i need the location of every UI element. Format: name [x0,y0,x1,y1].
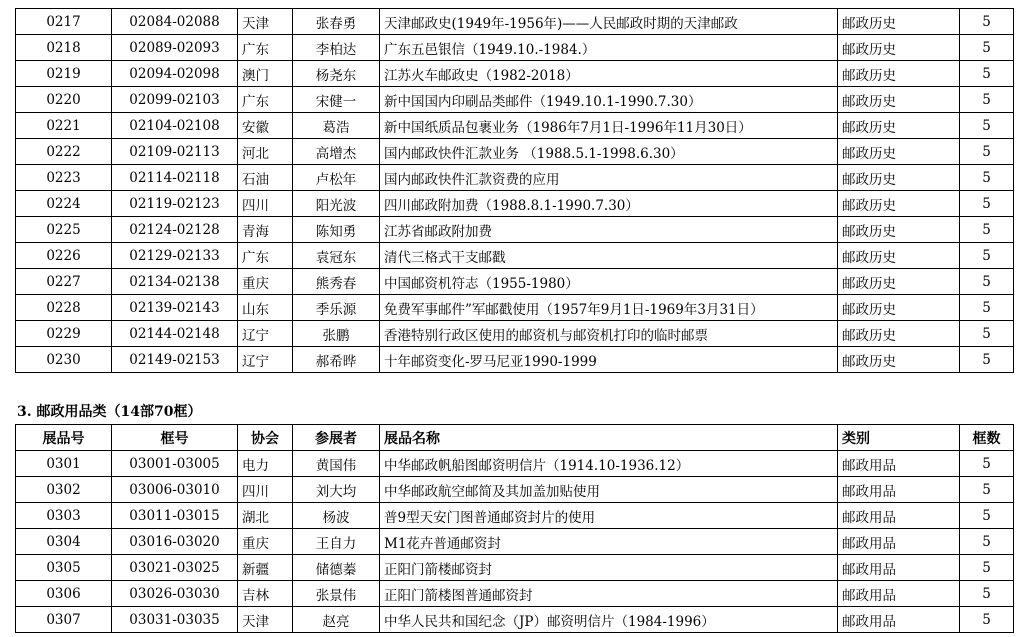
cell-frame-count: 5 [960,269,1014,295]
cell-association: 山东 [238,295,293,321]
cell-frame-range: 02139-02143 [112,295,238,321]
cell-frame-count: 5 [960,529,1014,555]
table-row [16,165,1014,191]
header-frame-count: 框数 [960,425,1014,451]
cell-category: 邮政历史 [838,347,960,373]
table-row [16,35,1014,61]
cell-frame-range: 02129-02133 [112,243,238,269]
cell-frame-count: 5 [960,477,1014,503]
cell-frame-range: 02134-02138 [112,269,238,295]
cell-exhibit-title: 中华邮政帆船图邮资明信片（1914.10-1936.12） [380,451,838,477]
cell-category: 邮政用品 [838,581,960,607]
cell-frame-count: 5 [960,87,1014,113]
cell-frame-range: 03021-03025 [112,555,238,581]
exhibit-table-postal-stationery [15,424,1014,633]
cell-frame-range: 02144-02148 [112,321,238,347]
cell-association: 河北 [238,139,293,165]
table-body [16,9,1014,373]
table-row [16,139,1014,165]
cell-exhibit-title: 中华邮政航空邮简及其加盖加贴使用 [380,477,838,503]
cell-exhibit-title: 香港特别行政区使用的邮资机与邮资机打印的临时邮票 [380,321,838,347]
table-row [16,269,1014,295]
cell-exhibitor: 王自力 [293,529,380,555]
cell-association: 青海 [238,217,293,243]
cell-association: 重庆 [238,529,293,555]
table-body [16,451,1014,633]
cell-frame-range: 03011-03015 [112,503,238,529]
cell-exhibit-no: 0230 [16,347,112,373]
cell-exhibitor: 宋健一 [293,87,380,113]
header-exhibit-title: 展品名称 [380,425,838,451]
cell-category: 邮政历史 [838,269,960,295]
cell-association: 石油 [238,165,293,191]
table-row [16,321,1014,347]
cell-exhibit-no: 0223 [16,165,112,191]
cell-exhibit-no: 0225 [16,217,112,243]
cell-association: 四川 [238,477,293,503]
table-header-row [16,425,1014,451]
cell-frame-count: 5 [960,217,1014,243]
cell-exhibitor: 张鹏 [293,321,380,347]
exhibit-table-postal-history [15,8,1014,373]
cell-exhibit-no: 0226 [16,243,112,269]
cell-exhibitor: 赵亮 [293,607,380,633]
header-frame-range: 框号 [112,425,238,451]
cell-category: 邮政历史 [838,191,960,217]
cell-frame-count: 5 [960,503,1014,529]
cell-exhibitor: 陈知勇 [293,217,380,243]
cell-exhibit-no: 0307 [16,607,112,633]
cell-frame-count: 5 [960,451,1014,477]
cell-exhibit-title: 中华人民共和国纪念（JP）邮资明信片（1984-1996） [380,607,838,633]
cell-exhibitor: 袁冠东 [293,243,380,269]
cell-exhibit-no: 0219 [16,61,112,87]
cell-frame-count: 5 [960,581,1014,607]
cell-exhibit-no: 0222 [16,139,112,165]
cell-exhibit-no: 0217 [16,9,112,35]
table-row [16,217,1014,243]
cell-association: 吉林 [238,581,293,607]
cell-exhibit-title: 清代三格式干支邮戳 [380,243,838,269]
cell-exhibitor: 储德蓁 [293,555,380,581]
cell-frame-range: 03031-03035 [112,607,238,633]
cell-association: 天津 [238,9,293,35]
table-row [16,581,1014,607]
table-row [16,529,1014,555]
cell-exhibitor: 张景伟 [293,581,380,607]
cell-frame-count: 5 [960,165,1014,191]
cell-exhibit-title: 四川邮政附加费（1988.8.1-1990.7.30） [380,191,838,217]
cell-exhibitor: 黄国伟 [293,451,380,477]
table-row [16,477,1014,503]
cell-category: 邮政历史 [838,113,960,139]
cell-exhibit-title: M1花卉普通邮资封 [380,529,838,555]
cell-exhibit-title: 正阳门箭楼邮资封 [380,555,838,581]
cell-association: 辽宁 [238,321,293,347]
cell-frame-count: 5 [960,243,1014,269]
cell-frame-range: 02094-02098 [112,61,238,87]
cell-exhibit-no: 0306 [16,581,112,607]
table-row [16,61,1014,87]
cell-exhibitor: 杨尧东 [293,61,380,87]
cell-association: 重庆 [238,269,293,295]
cell-frame-count: 5 [960,295,1014,321]
cell-exhibitor: 阳光波 [293,191,380,217]
cell-frame-range: 02109-02113 [112,139,238,165]
cell-exhibitor: 刘大均 [293,477,380,503]
cell-frame-count: 5 [960,139,1014,165]
section-heading: 3. 邮政用品类（14部70框） [17,404,202,420]
cell-exhibitor: 熊秀春 [293,269,380,295]
table-row [16,9,1014,35]
cell-frame-range: 03026-03030 [112,581,238,607]
cell-exhibitor: 葛浩 [293,113,380,139]
cell-category: 邮政历史 [838,165,960,191]
cell-exhibit-title: 国内邮政快件汇款业务 （1988.5.1-1998.6.30） [380,139,838,165]
cell-frame-range: 02084-02088 [112,9,238,35]
cell-category: 邮政历史 [838,87,960,113]
cell-category: 邮政用品 [838,477,960,503]
cell-exhibit-no: 0229 [16,321,112,347]
table-row [16,113,1014,139]
cell-exhibit-no: 0227 [16,269,112,295]
table-row [16,243,1014,269]
cell-category: 邮政用品 [838,451,960,477]
cell-frame-count: 5 [960,191,1014,217]
cell-association: 广东 [238,87,293,113]
table-row [16,555,1014,581]
table-row [16,295,1014,321]
cell-exhibit-title: 新中国纸质品包裹业务（1986年7月1日-1996年11月30日） [380,113,838,139]
cell-category: 邮政用品 [838,607,960,633]
cell-frame-count: 5 [960,113,1014,139]
cell-association: 电力 [238,451,293,477]
cell-frame-range: 03006-03010 [112,477,238,503]
cell-frame-range: 02089-02093 [112,35,238,61]
cell-exhibit-title: 江苏火车邮政史（1982-2018） [380,61,838,87]
cell-exhibit-no: 0221 [16,113,112,139]
cell-exhibitor: 高增杰 [293,139,380,165]
cell-frame-range: 02104-02108 [112,113,238,139]
cell-exhibitor: 李柏达 [293,35,380,61]
cell-exhibit-no: 0302 [16,477,112,503]
cell-category: 邮政历史 [838,243,960,269]
cell-exhibit-title: 普9型天安门图普通邮资封片的使用 [380,503,838,529]
cell-exhibit-title: 广东五邑银信（1949.10.-1984.） [380,35,838,61]
cell-exhibitor: 张春勇 [293,9,380,35]
cell-frame-count: 5 [960,347,1014,373]
cell-frame-range: 02149-02153 [112,347,238,373]
cell-association: 新疆 [238,555,293,581]
table-row [16,87,1014,113]
table-row [16,451,1014,477]
cell-category: 邮政历史 [838,295,960,321]
cell-category: 邮政历史 [838,35,960,61]
cell-association: 四川 [238,191,293,217]
table-row [16,191,1014,217]
cell-exhibit-title: 免费军事邮件”军邮戳使用（1957年9月1日-1969年3月31日） [380,295,838,321]
cell-frame-count: 5 [960,607,1014,633]
cell-association: 广东 [238,243,293,269]
table-row [16,503,1014,529]
cell-exhibitor: 杨波 [293,503,380,529]
cell-category: 邮政用品 [838,503,960,529]
cell-exhibit-no: 0304 [16,529,112,555]
header-category: 类别 [838,425,960,451]
cell-exhibit-no: 0305 [16,555,112,581]
cell-exhibit-title: 正阳门箭楼图普通邮资封 [380,581,838,607]
cell-frame-range: 02124-02128 [112,217,238,243]
cell-association: 广东 [238,35,293,61]
cell-frame-count: 5 [960,35,1014,61]
cell-exhibit-title: 国内邮政快件汇款资费的应用 [380,165,838,191]
cell-exhibitor: 卢松年 [293,165,380,191]
header-exhibitor: 参展者 [293,425,380,451]
cell-association: 安徽 [238,113,293,139]
cell-association: 澳门 [238,61,293,87]
cell-association: 天津 [238,607,293,633]
cell-frame-count: 5 [960,555,1014,581]
cell-exhibit-title: 天津邮政史(1949年-1956年)——人民邮政时期的天津邮政 [380,9,838,35]
cell-frame-count: 5 [960,9,1014,35]
cell-frame-count: 5 [960,321,1014,347]
cell-category: 邮政历史 [838,321,960,347]
cell-exhibit-no: 0224 [16,191,112,217]
cell-category: 邮政历史 [838,139,960,165]
cell-frame-range: 02099-02103 [112,87,238,113]
table-row [16,347,1014,373]
cell-exhibitor: 郝希晔 [293,347,380,373]
cell-exhibitor: 季乐源 [293,295,380,321]
cell-exhibit-no: 0220 [16,87,112,113]
cell-frame-range: 03001-03005 [112,451,238,477]
cell-category: 邮政历史 [838,9,960,35]
cell-frame-range: 02114-02118 [112,165,238,191]
cell-association: 辽宁 [238,347,293,373]
header-association: 协会 [238,425,293,451]
cell-exhibit-no: 0301 [16,451,112,477]
cell-frame-count: 5 [960,61,1014,87]
cell-category: 邮政用品 [838,555,960,581]
cell-category: 邮政历史 [838,61,960,87]
cell-exhibit-title: 新中国国内印刷品类邮件（1949.10.1-1990.7.30） [380,87,838,113]
cell-exhibit-title: 十年邮资变化-罗马尼亚1990-1999 [380,347,838,373]
cell-frame-range: 02119-02123 [112,191,238,217]
cell-exhibit-title: 江苏省邮政附加费 [380,217,838,243]
cell-exhibit-no: 0218 [16,35,112,61]
cell-association: 湖北 [238,503,293,529]
cell-exhibit-title: 中国邮资机符志（1955-1980） [380,269,838,295]
cell-category: 邮政用品 [838,529,960,555]
cell-exhibit-no: 0228 [16,295,112,321]
cell-exhibit-no: 0303 [16,503,112,529]
table-row [16,607,1014,633]
header-exhibit-no: 展品号 [16,425,112,451]
cell-frame-range: 03016-03020 [112,529,238,555]
cell-category: 邮政历史 [838,217,960,243]
